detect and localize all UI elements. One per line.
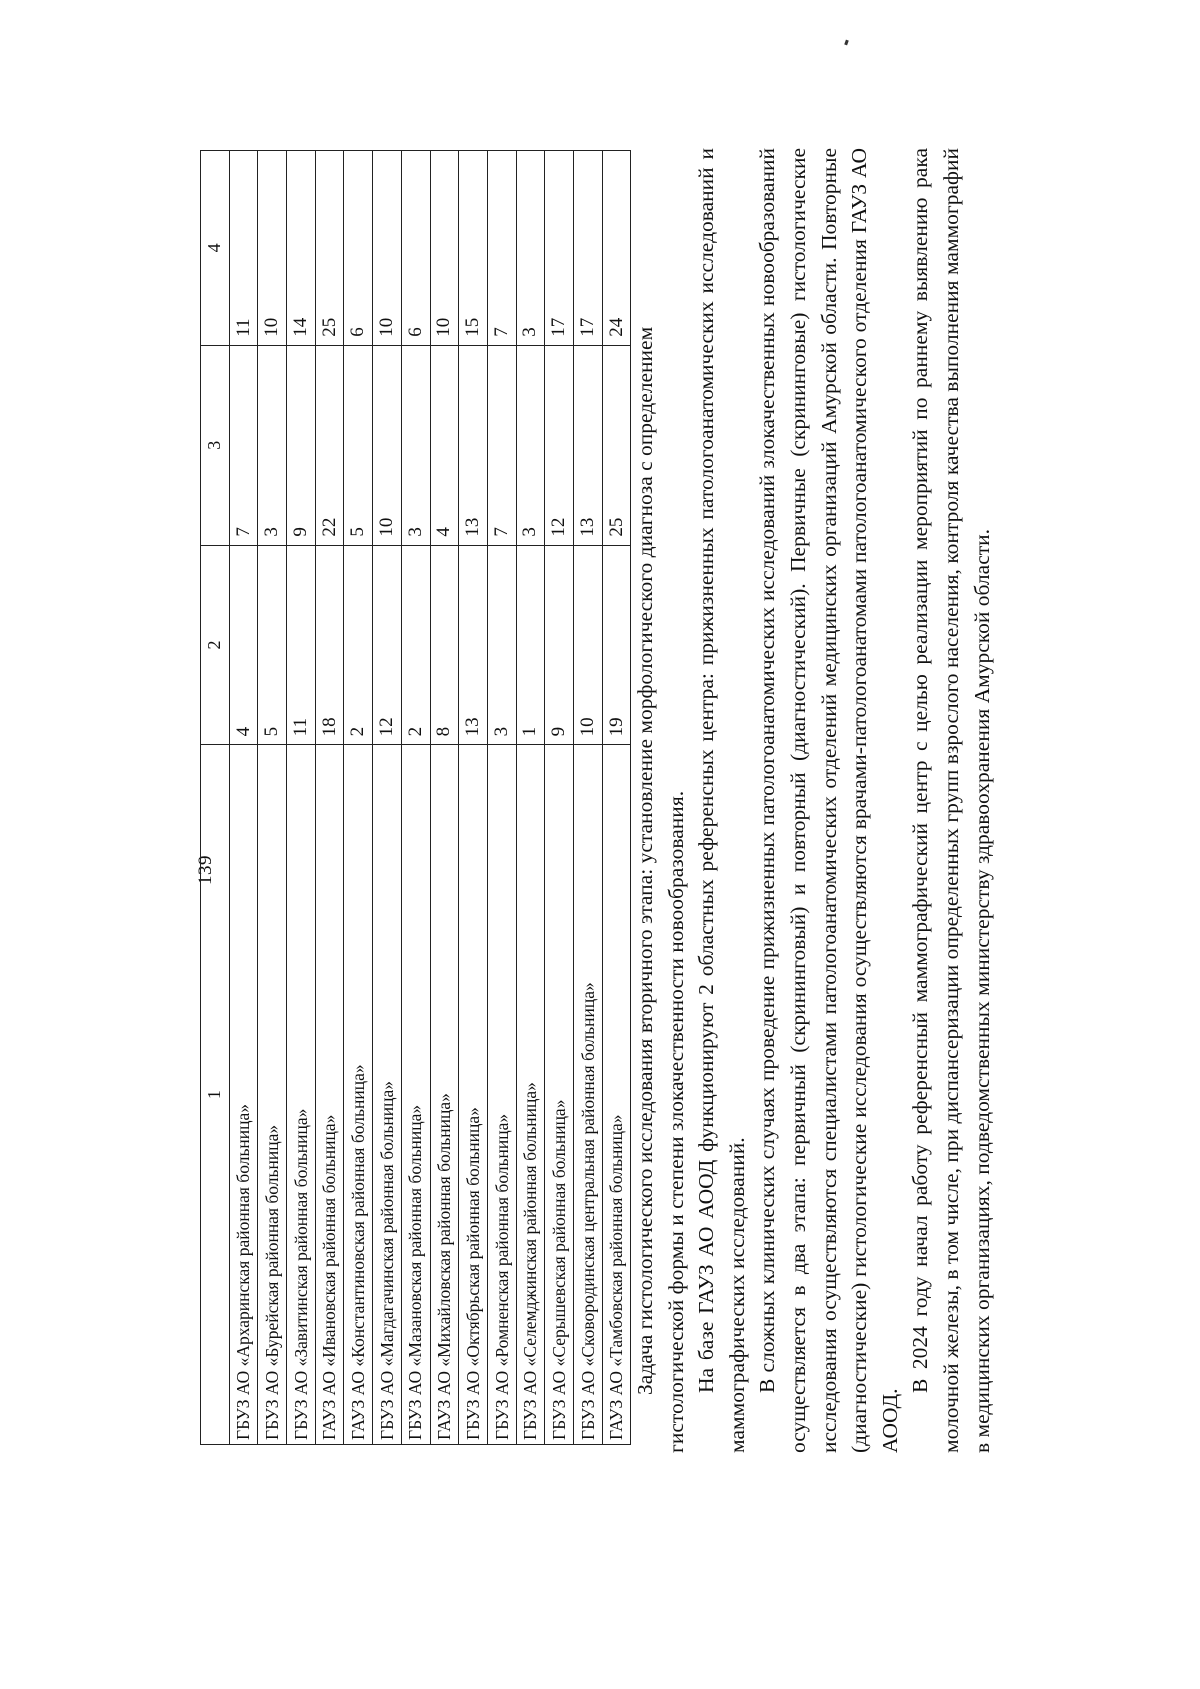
hospital-name-cell: ГАУЗ АО «Михайловская районная больница» [430, 745, 459, 1445]
value-cell: 19 [602, 545, 631, 745]
table-header-cell: 2 [201, 545, 230, 745]
hospital-name-cell: ГБУЗ АО «Бурейская районная больница» [258, 745, 287, 1445]
table-row [287, 151, 316, 1445]
paragraph-reference-centers: На базе ГАУЗ АО АООД функционируют 2 областных референсных центра: прижизненных патологоанатомических исследований и маммографических исследований. [694, 148, 749, 1453]
value-cell: 3 [516, 345, 545, 545]
table-row [545, 151, 574, 1445]
value-cell: 13 [459, 345, 488, 545]
paragraph-mammography-center: В 2024 году начал работу референсный маммографический центр с целью реализации мероприятий по раннему выявлению рака молочной железы, в том числе, при диспансеризации определенных групп взрослого населения, контроля качества выполнения маммографий в медицинских организациях, подведомственных министерству здравоохранения Амурской области. [908, 148, 994, 1453]
value-cell: 3 [258, 345, 287, 545]
hospital-name-cell: ГБУЗ АО «Архаринская районная больница» [229, 745, 258, 1445]
hospital-name-cell: ГБУЗ АО «Селемджинская районная больница» [516, 745, 545, 1445]
value-cell: 24 [602, 151, 631, 346]
value-cell: 17 [545, 151, 574, 346]
table-row [430, 151, 459, 1445]
hospital-name-cell: ГБУЗ АО «Ромненская районная больница» [487, 745, 516, 1445]
table-row [258, 151, 287, 1445]
scan-speck [844, 40, 849, 46]
paragraph-two-stage: В сложных клинических случаях проведение прижизненных патологоанатомических исследований злокачественных новообразований осуществляется в два этапа: первичный (скрининговый) и повторный (диагностический). Первичные (скрининговые) гистологические исследования осуществляются специалистами патологоанатомических отделений медицинских организаций Амурской области. Повторные (диагностические) гистологические исследования осуществляются врачами-патологоанатомами патологоанатомического отделения ГАУЗ АО АООД. [755, 148, 902, 1453]
hospital-name-cell: ГАУЗ АО «Константиновская районная больница» [344, 745, 373, 1445]
table-header-cell: 1 [201, 745, 230, 1445]
value-cell: 6 [401, 151, 430, 346]
value-cell: 15 [459, 151, 488, 346]
value-cell: 10 [573, 545, 602, 745]
value-cell: 12 [373, 545, 402, 745]
paragraph-task-line1: Задача гистологического исследования вторичного этапа: установление морфологического диагноза с определением [633, 326, 657, 1395]
value-cell: 6 [344, 151, 373, 346]
hospital-name-cell: ГБУЗ АО «Серышевская районная больница» [545, 745, 574, 1445]
value-cell: 9 [287, 345, 316, 545]
value-cell: 3 [516, 151, 545, 346]
value-cell: 10 [373, 345, 402, 545]
table-header-row [201, 151, 230, 1445]
value-cell: 14 [287, 151, 316, 346]
hospital-name-cell: ГАУЗ АО «Тамбовская районная больница» [602, 745, 631, 1445]
paragraph-task-line2: гистологической формы и степени злокачественности новообразования. [663, 790, 688, 1453]
value-cell: 4 [229, 545, 258, 745]
hospital-name-cell: ГБУЗ АО «Магдагачинская районная больница» [373, 745, 402, 1445]
paragraph-task [630, 148, 691, 1453]
value-cell: 11 [287, 545, 316, 745]
value-cell: 3 [401, 345, 430, 545]
table-row [373, 151, 402, 1445]
hospital-name-cell: ГАУЗ АО «Ивановская районная больница» [315, 745, 344, 1445]
value-cell: 13 [459, 545, 488, 745]
table-row [459, 151, 488, 1445]
table-row [487, 151, 516, 1445]
page-number: 139 [195, 855, 216, 885]
value-cell: 7 [487, 345, 516, 545]
value-cell: 10 [258, 151, 287, 346]
value-cell: 2 [401, 545, 430, 745]
value-cell: 7 [229, 345, 258, 545]
value-cell: 22 [315, 345, 344, 545]
value-cell: 25 [315, 151, 344, 346]
table-row [315, 151, 344, 1445]
table-header-cell: 4 [201, 151, 230, 346]
body-text [630, 148, 997, 1453]
table-row [401, 151, 430, 1445]
hospital-stats-table [200, 150, 631, 1445]
value-cell: 25 [602, 345, 631, 545]
value-cell: 11 [229, 151, 258, 346]
value-cell: 18 [315, 545, 344, 745]
hospital-name-cell: ГБУЗ АО «Сковородинская центральная районная больница» [573, 745, 602, 1445]
value-cell: 1 [516, 545, 545, 745]
hospital-name-cell: ГБУЗ АО «Октябрьская районная больница» [459, 745, 488, 1445]
value-cell: 12 [545, 345, 574, 545]
value-cell: 5 [258, 545, 287, 745]
value-cell: 13 [573, 345, 602, 545]
value-cell: 8 [430, 545, 459, 745]
value-cell: 9 [545, 545, 574, 745]
hospital-name-cell: ГБУЗ АО «Мазановская районная больница» [401, 745, 430, 1445]
rotated-page-content [105, 105, 1045, 1605]
table-row [229, 151, 258, 1445]
value-cell: 10 [430, 151, 459, 346]
value-cell: 10 [373, 151, 402, 346]
hospital-name-cell: ГБУЗ АО «Завитинская районная больница» [287, 745, 316, 1445]
value-cell: 5 [344, 345, 373, 545]
table-row [573, 151, 602, 1445]
value-cell: 7 [487, 151, 516, 346]
table-row [602, 151, 631, 1445]
table-row [516, 151, 545, 1445]
table-header-cell: 3 [201, 345, 230, 545]
value-cell: 17 [573, 151, 602, 346]
table-row [344, 151, 373, 1445]
value-cell: 4 [430, 345, 459, 545]
value-cell: 3 [487, 545, 516, 745]
value-cell: 2 [344, 545, 373, 745]
